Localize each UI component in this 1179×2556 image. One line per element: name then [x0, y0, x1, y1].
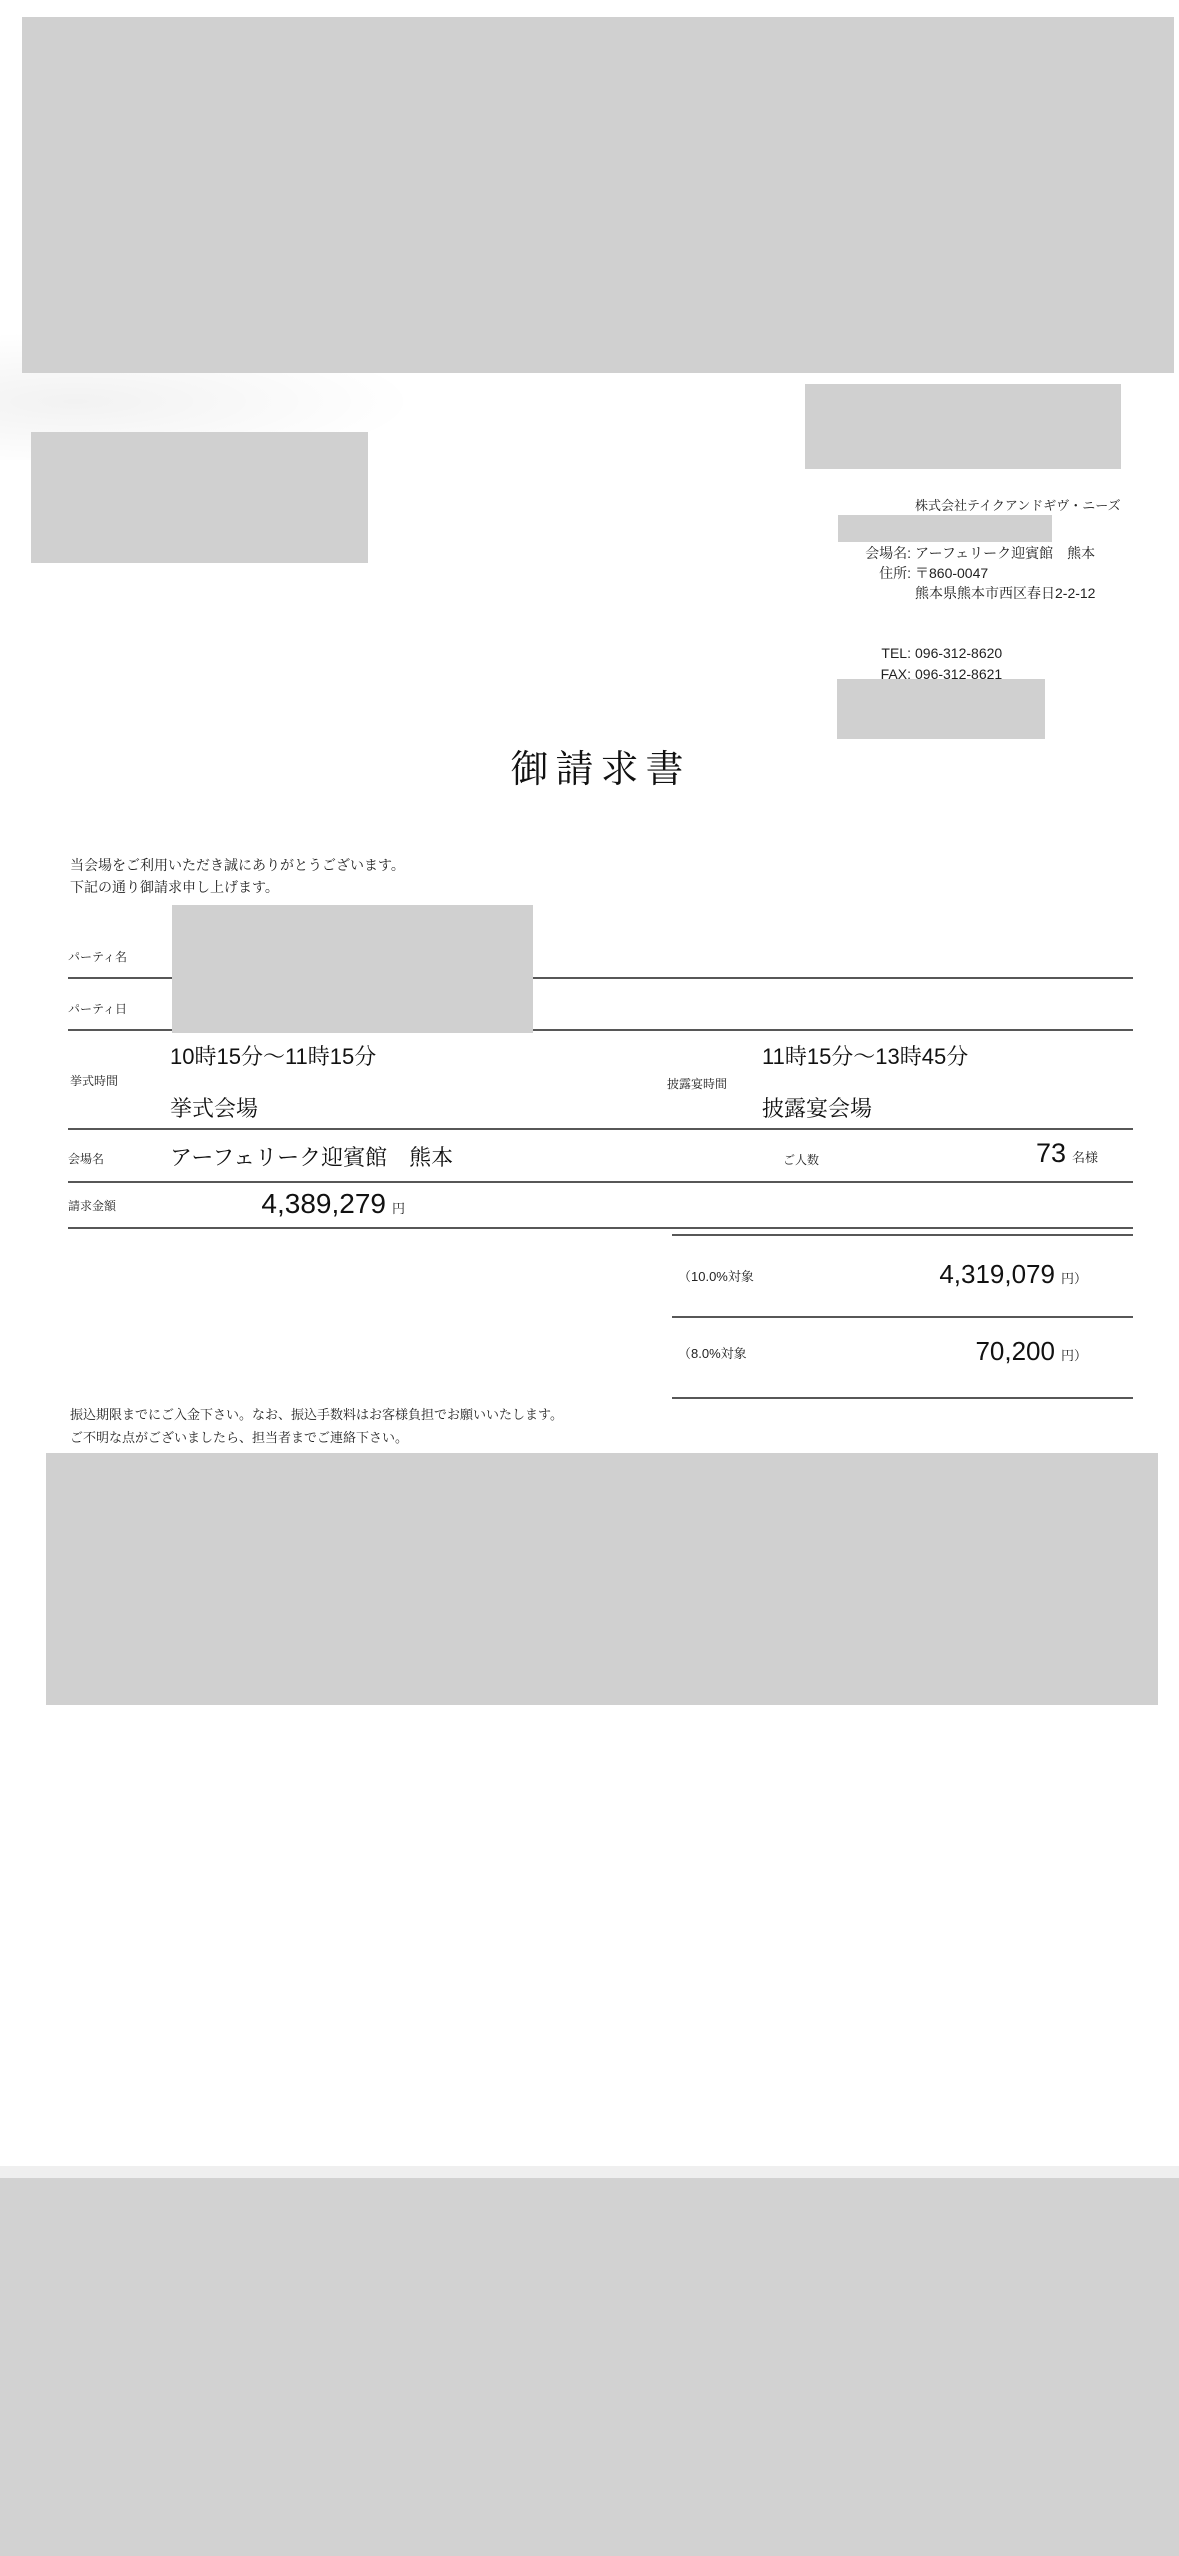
payment-note-line-1: 振込期限までにご入金下さい。なお、振込手数料はお客様負担でお願いいたします。: [70, 1407, 563, 1422]
reception-time-value: 11時15分〜13時45分: [762, 1044, 969, 1069]
tax8-unit: 円）: [1060, 1348, 1087, 1363]
amount-unit: 円: [391, 1201, 405, 1216]
amount-label: 請求金額: [68, 1199, 117, 1213]
tax8-amount: 70,200: [975, 1336, 1055, 1366]
redacted-top-banner-block: [22, 17, 1174, 373]
sender-fax-row: [790, 666, 1002, 683]
redacted-party-info-block: [172, 905, 533, 1033]
redacted-bank-info-block: [46, 1453, 1158, 1705]
sender-company-row: [790, 497, 1121, 514]
party-name-label: パーティ名: [68, 950, 128, 964]
redacted-sender-line-block: [838, 515, 1052, 542]
ceremony-venue-value: 挙式会場: [170, 1096, 259, 1121]
venue-name-value: アーフェリーク迎賓館 熊本: [170, 1145, 454, 1170]
guests-value-group: [1036, 1138, 1098, 1169]
amount-value: 4,389,279: [261, 1188, 386, 1219]
sender-address-row: [790, 565, 988, 582]
reception-time-label: 披露宴時間: [667, 1077, 728, 1091]
tax10-label: （10.0%対象: [678, 1269, 754, 1284]
greeting-line-1: 当会場をご利用いただき誠にありがとうございます。: [70, 857, 405, 873]
ceremony-time-value: 10時15分〜11時15分: [170, 1044, 377, 1069]
sender-postal-code: 〒860-0047: [915, 565, 989, 581]
redacted-contact-block: [837, 679, 1045, 739]
sender-address-line: 熊本県熊本市西区春日2-2-12: [915, 585, 1096, 601]
sender-address-label: 住所:: [879, 565, 911, 581]
guests-unit: 名様: [1071, 1150, 1098, 1165]
reception-venue-value: 披露宴会場: [762, 1096, 873, 1121]
tax8-value-group: [975, 1336, 1087, 1367]
tax10-unit: 円）: [1060, 1271, 1087, 1286]
sender-venue-row: [790, 545, 1095, 562]
venue-label: 会場名: [68, 1152, 105, 1166]
redacted-recipient-block: [31, 432, 368, 563]
payment-note-line-2: ご不明な点がございましたら、担当者までご連絡下さい。: [70, 1430, 409, 1445]
rule-below-amount: [68, 1227, 1133, 1229]
rule-below-times: [68, 1128, 1133, 1130]
sender-tel-row: [790, 645, 1002, 662]
sender-tel-number: 096-312-8620: [915, 645, 1003, 661]
amount-value-group: [160, 1188, 405, 1220]
guests-count: 73: [1035, 1138, 1066, 1168]
sender-company-name: 株式会社テイクアンドギヴ・ニーズ: [915, 498, 1121, 513]
tax10-value-group: [939, 1259, 1087, 1290]
tax-table-bottom-rule: [672, 1397, 1133, 1399]
bottom-band-edge: [0, 2166, 1179, 2178]
sender-address2-row: [790, 585, 1095, 602]
tax-table-mid-rule: [672, 1316, 1133, 1318]
sender-fax-label: FAX:: [880, 666, 911, 682]
tax-table-top-rule: [672, 1234, 1133, 1236]
party-date-label: パーティ日: [68, 1002, 128, 1016]
guests-label: ご人数: [783, 1153, 820, 1167]
redacted-logo-block: [805, 384, 1121, 469]
tax10-amount: 4,319,079: [939, 1259, 1055, 1289]
rule-below-venue: [68, 1181, 1133, 1183]
sender-fax-number: 096-312-8621: [915, 666, 1003, 682]
ceremony-time-label: 挙式時間: [70, 1074, 119, 1088]
sender-venue-label: 会場名:: [865, 545, 911, 561]
bottom-gray-band: [0, 2178, 1179, 2556]
sender-venue-name: アーフェリーク迎賓館 熊本: [915, 545, 1096, 561]
greeting-line-2: 下記の通り御請求申し上げます。: [70, 879, 279, 895]
tax8-label: （8.0%対象: [678, 1346, 747, 1361]
sender-tel-label: TEL:: [881, 645, 911, 661]
page-title: 御請求書: [510, 749, 691, 791]
